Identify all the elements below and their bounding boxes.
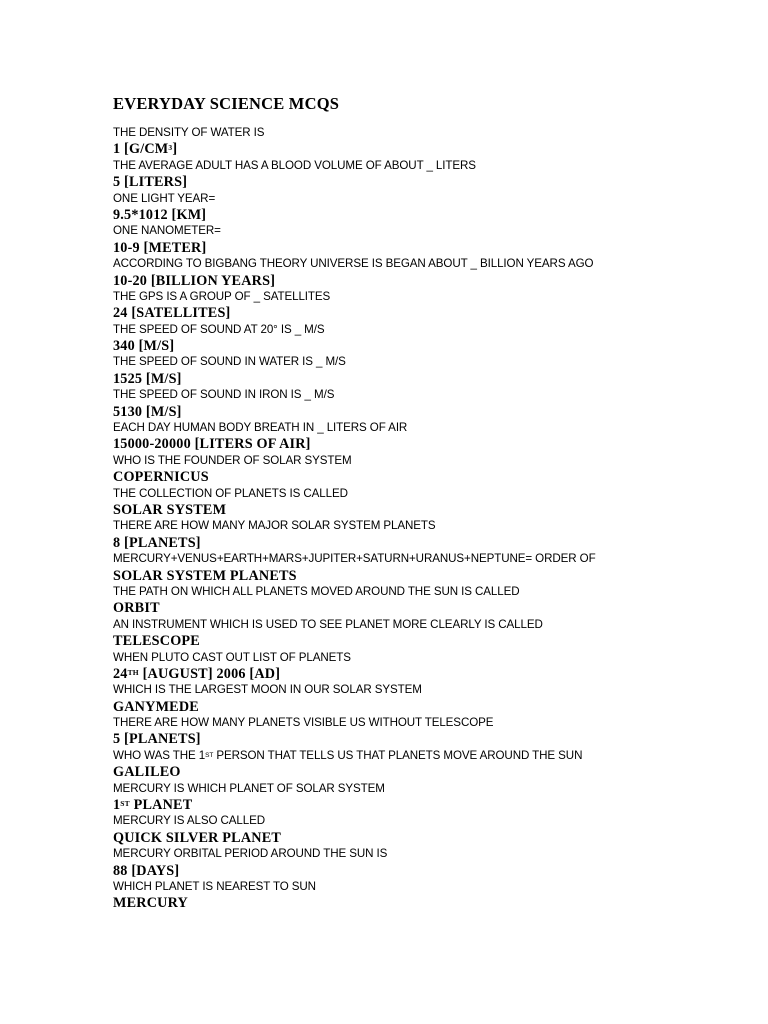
answer-main: 340 [M/S]: [113, 338, 175, 355]
answer-text: [113, 305, 753, 321]
answer-main: ORBIT: [113, 600, 160, 617]
mcq-item: [113, 223, 753, 256]
answer-main: 5 [LITERS]: [113, 174, 188, 191]
mcq-item: [113, 781, 753, 814]
question-text: [113, 387, 753, 403]
answer-main: 1: [113, 797, 121, 814]
answer-text: [113, 404, 753, 420]
answer-text: [113, 436, 753, 452]
question-rest: PERSON THAT TELLS US THAT PLANETS MOVE AROUND THE SUN: [213, 748, 583, 762]
answer-main: 1525 [M/S]: [113, 370, 182, 387]
question-text: [113, 518, 753, 534]
mcq-item: [113, 879, 753, 912]
answer-superscript: 3: [168, 143, 173, 153]
mcq-list: [113, 125, 753, 912]
answer-text: [113, 731, 753, 747]
question-text: [113, 256, 753, 272]
answer-main: SOLAR SYSTEM PLANETS: [113, 567, 297, 584]
question-main: ONE LIGHT YEAR=: [113, 191, 216, 205]
mcq-item: [113, 617, 753, 650]
answer-text: [113, 666, 753, 682]
question-text: [113, 879, 753, 895]
question-text: [113, 617, 753, 633]
question-main: WHO IS THE FOUNDER OF SOLAR SYSTEM: [113, 453, 352, 467]
answer-rest: PLANET: [129, 797, 193, 814]
answer-text: [113, 633, 753, 649]
answer-rest: ]: [172, 141, 178, 158]
question-text: [113, 813, 753, 829]
question-main: MERCURY IS WHICH PLANET OF SOLAR SYSTEM: [113, 781, 385, 795]
answer-main: SOLAR SYSTEM: [113, 501, 227, 518]
answer-text: [113, 141, 753, 157]
answer-text: [113, 863, 753, 879]
question-main: WHICH PLANET IS NEAREST TO SUN: [113, 879, 316, 893]
mcq-item: [113, 748, 753, 781]
mcq-item: [113, 715, 753, 748]
question-text: [113, 289, 753, 305]
mcq-item: [113, 191, 753, 224]
answer-main: 10-20 [BILLION YEARS]: [113, 272, 276, 289]
answer-text: [113, 764, 753, 780]
answer-main: 10-9 [METER]: [113, 239, 207, 256]
question-main: THE GPS IS A GROUP OF _ SATELLITES: [113, 289, 331, 303]
question-text: [113, 715, 753, 731]
answer-text: [113, 699, 753, 715]
question-main: THERE ARE HOW MANY MAJOR SOLAR SYSTEM PLANETS: [113, 519, 436, 533]
answer-main: 8 [PLANETS]: [113, 534, 201, 551]
answer-text: [113, 174, 753, 190]
answer-main: 24: [113, 665, 128, 682]
answer-main: MERCURY: [113, 895, 188, 912]
mcq-item: [113, 158, 753, 191]
question-text: [113, 486, 753, 502]
question-text: [113, 650, 753, 666]
question-main: THE COLLECTION OF PLANETS IS CALLED: [113, 486, 348, 500]
answer-main: 5130 [M/S]: [113, 403, 182, 420]
question-main: AN INSTRUMENT WHICH IS USED TO SEE PLANET MORE CLEARLY IS CALLED: [113, 617, 543, 631]
question-superscript: ST: [205, 751, 214, 759]
question-main: THE PATH ON WHICH ALL PLANETS MOVED AROUND THE SUN IS CALLED: [113, 584, 520, 598]
mcq-item: [113, 289, 753, 322]
mcq-item: [113, 682, 753, 715]
question-main: MERCURY+VENUS+EARTH+MARS+JUPITER+SATURN+URANUS+NEPTUNE= ORDER OF: [113, 552, 596, 566]
mcq-item: [113, 354, 753, 387]
question-text: [113, 158, 753, 174]
question-text: [113, 781, 753, 797]
question-main: THE SPEED OF SOUND AT 20° IS _ M/S: [113, 322, 325, 336]
question-main: THERE ARE HOW MANY PLANETS VISIBLE US WITHOUT TELESCOPE: [113, 716, 494, 730]
question-main: WHEN PLUTO CAST OUT LIST OF PLANETS: [113, 650, 351, 664]
question-text: [113, 125, 753, 141]
mcq-item: [113, 453, 753, 486]
mcq-item: [113, 551, 753, 584]
question-text: [113, 354, 753, 370]
answer-main: QUICK SILVER PLANET: [113, 829, 282, 846]
question-main: WHICH IS THE LARGEST MOON IN OUR SOLAR SYSTEM: [113, 683, 422, 697]
mcq-item: [113, 846, 753, 879]
answer-text: [113, 207, 753, 223]
answer-text: [113, 600, 753, 616]
answer-main: TELESCOPE: [113, 633, 200, 650]
answer-text: [113, 338, 753, 354]
mcq-item: [113, 813, 753, 846]
document-title: EVERYDAY SCIENCE MCQS: [113, 94, 340, 113]
answer-text: [113, 830, 753, 846]
mcq-item: [113, 650, 753, 683]
question-main: THE AVERAGE ADULT HAS A BLOOD VOLUME OF ABOUT _ LITERS: [113, 158, 476, 172]
question-text: [113, 551, 753, 567]
question-main: EACH DAY HUMAN BODY BREATH IN _ LITERS OF AIR: [113, 421, 408, 435]
answer-text: [113, 273, 753, 289]
question-text: [113, 748, 753, 764]
answer-superscript: TH: [127, 667, 139, 677]
mcq-item: [113, 322, 753, 355]
mcq-item: [113, 518, 753, 551]
answer-main: 1 [G/CM: [113, 141, 169, 158]
answer-superscript: ST: [120, 799, 130, 809]
question-main: THE SPEED OF SOUND IN WATER IS _ M/S: [113, 355, 346, 369]
question-text: [113, 223, 753, 239]
question-text: [113, 191, 753, 207]
answer-rest: [AUGUST] 2006 [AD]: [138, 665, 281, 682]
answer-text: [113, 797, 753, 813]
answer-main: GALILEO: [113, 764, 181, 781]
question-text: [113, 322, 753, 338]
answer-text: [113, 371, 753, 387]
answer-main: 5 [PLANETS]: [113, 731, 201, 748]
mcq-item: [113, 125, 753, 158]
question-main: MERCURY ORBITAL PERIOD AROUND THE SUN IS: [113, 847, 388, 861]
answer-text: [113, 568, 753, 584]
question-main: THE DENSITY OF WATER IS: [113, 126, 265, 139]
answer-main: 9.5*1012 [KM]: [113, 206, 207, 223]
answer-text: [113, 502, 753, 518]
answer-main: 24 [SATELLITES]: [113, 305, 231, 322]
answer-main: COPERNICUS: [113, 469, 209, 486]
question-text: [113, 420, 753, 436]
answer-main: 88 [DAYS]: [113, 862, 180, 879]
question-text: [113, 846, 753, 862]
answer-text: [113, 895, 753, 911]
mcq-item: [113, 256, 753, 289]
answer-text: [113, 469, 753, 485]
question-text: [113, 682, 753, 698]
question-main: THE SPEED OF SOUND IN IRON IS _ M/S: [113, 388, 335, 402]
mcq-item: [113, 387, 753, 420]
answer-text: [113, 535, 753, 551]
question-main: MERCURY IS ALSO CALLED: [113, 814, 266, 828]
mcq-item: [113, 420, 753, 453]
answer-main: GANYMEDE: [113, 698, 199, 715]
answer-main: 15000-20000 [LITERS OF AIR]: [113, 436, 311, 453]
answer-text: [113, 240, 753, 256]
question-main: WHO WAS THE 1: [113, 748, 206, 762]
question-text: [113, 584, 753, 600]
mcq-item: [113, 584, 753, 617]
mcq-item: [113, 486, 753, 519]
question-main: ACCORDING TO BIGBANG THEORY UNIVERSE IS BEGAN ABOUT _ BILLION YEARS AGO: [113, 257, 594, 271]
question-text: [113, 453, 753, 469]
question-main: ONE NANOMETER=: [113, 224, 221, 238]
